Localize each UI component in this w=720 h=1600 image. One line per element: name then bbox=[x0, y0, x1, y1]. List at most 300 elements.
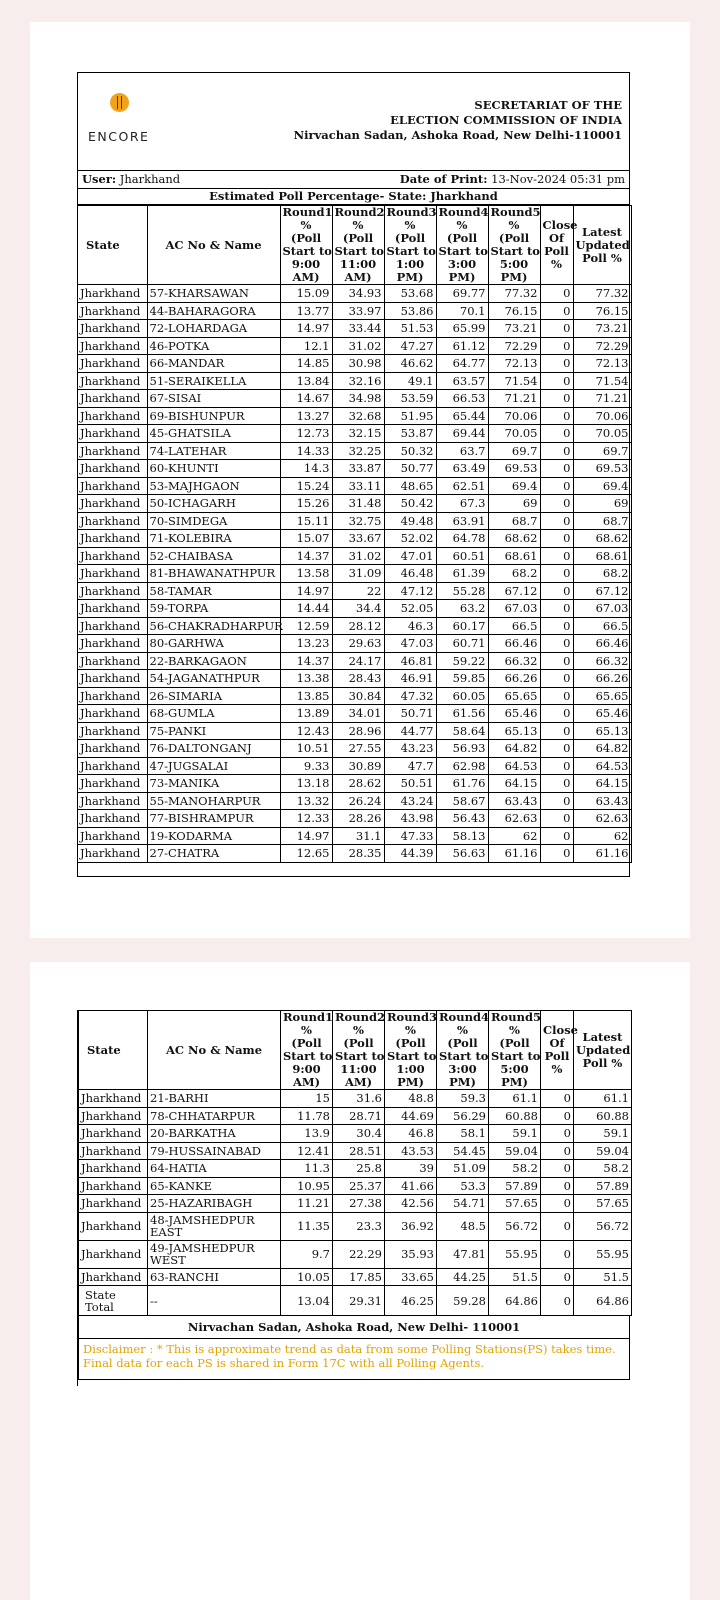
cell-value: 28.12 bbox=[332, 617, 384, 635]
table-row bbox=[79, 1090, 632, 1108]
cell-value: 33.67 bbox=[332, 530, 384, 548]
cell-value: 63.7 bbox=[436, 442, 488, 460]
cell-value: 34.4 bbox=[332, 600, 384, 618]
cell-value: 68.61 bbox=[488, 547, 540, 565]
cell-value: 59.3 bbox=[437, 1090, 489, 1108]
table-row bbox=[79, 1240, 632, 1268]
cell-value: 65.44 bbox=[436, 407, 488, 425]
cell-value: 15.24 bbox=[280, 477, 332, 495]
report-page-1 bbox=[30, 22, 690, 938]
cell-value: 12.41 bbox=[281, 1142, 333, 1160]
cell-value: 12.33 bbox=[280, 810, 332, 828]
cell-state: Jharkhand bbox=[78, 617, 147, 635]
cell-state: Jharkhand bbox=[78, 460, 147, 478]
cell-value: 13.84 bbox=[280, 372, 332, 390]
cell-ac-name: 52-CHAIBASA bbox=[147, 547, 280, 565]
cell-value: 62.98 bbox=[436, 757, 488, 775]
cell-value: 0 bbox=[540, 792, 573, 810]
cell-state: Jharkhand bbox=[79, 1090, 148, 1108]
cell-value: 53.86 bbox=[384, 302, 436, 320]
cell-value: 62.63 bbox=[573, 810, 631, 828]
cell-value: 66.53 bbox=[436, 390, 488, 408]
header-row bbox=[78, 206, 631, 285]
cell-state: Jharkhand bbox=[78, 635, 147, 653]
cell-value: 63.2 bbox=[436, 600, 488, 618]
cell-ac-name: 46-POTKA bbox=[147, 337, 280, 355]
cell-value: 51.53 bbox=[384, 320, 436, 338]
cell-value: 28.51 bbox=[333, 1142, 385, 1160]
cell-value: 14.97 bbox=[280, 320, 332, 338]
cell-value: 67.3 bbox=[436, 495, 488, 513]
cell-value: 47.81 bbox=[437, 1240, 489, 1268]
cell-value: 61.12 bbox=[436, 337, 488, 355]
cell-value: 73.21 bbox=[573, 320, 631, 338]
cell-ac-name: 75-PANKI bbox=[147, 722, 280, 740]
cell-value: 66.32 bbox=[488, 652, 540, 670]
cell-value: 34.98 bbox=[332, 390, 384, 408]
cell-value: 35.93 bbox=[385, 1240, 437, 1268]
cell-value: 46.8 bbox=[385, 1125, 437, 1143]
cell-ac-name: 55-MANOHARPUR bbox=[147, 792, 280, 810]
print-date: Date of Print: 13-Nov-2024 05:31 pm bbox=[399, 172, 625, 186]
cell-value: 70.1 bbox=[436, 302, 488, 320]
table-row bbox=[79, 1177, 632, 1195]
cell-value: 50.71 bbox=[384, 705, 436, 723]
cell-value: 70.05 bbox=[573, 425, 631, 443]
cell-value: 59.22 bbox=[436, 652, 488, 670]
cell-value: 56.72 bbox=[574, 1212, 632, 1240]
cell-state: Jharkhand bbox=[78, 512, 147, 530]
cell-value: 11.78 bbox=[281, 1107, 333, 1125]
logo-text: ENCORE bbox=[88, 129, 150, 144]
cell-state: Jharkhand bbox=[78, 652, 147, 670]
cell-value: 48.8 bbox=[385, 1090, 437, 1108]
cell-value: 11.3 bbox=[281, 1160, 333, 1178]
cell-value: 23.3 bbox=[333, 1212, 385, 1240]
cell-value: 0 bbox=[540, 757, 573, 775]
cell-state: Jharkhand bbox=[79, 1195, 148, 1213]
cell-value: 60.05 bbox=[436, 687, 488, 705]
cell-value: 25.8 bbox=[333, 1160, 385, 1178]
cell-state: Jharkhand bbox=[78, 687, 147, 705]
cell-value: 41.66 bbox=[385, 1177, 437, 1195]
cell-ac-name: 72-LOHARDAGA bbox=[147, 320, 280, 338]
cell-value: 43.53 bbox=[385, 1142, 437, 1160]
cell-total-value: 13.04 bbox=[281, 1286, 333, 1316]
cell-value: 46.62 bbox=[384, 355, 436, 373]
cell-total-value: 29.31 bbox=[333, 1286, 385, 1316]
cell-value: 59.1 bbox=[574, 1125, 632, 1143]
cell-value: 14.37 bbox=[280, 547, 332, 565]
cell-value: 12.59 bbox=[280, 617, 332, 635]
cell-value: 15.09 bbox=[280, 285, 332, 303]
poll-table-continued bbox=[78, 1010, 632, 1316]
cell-state: Jharkhand bbox=[78, 565, 147, 583]
cell-value: 59.85 bbox=[436, 670, 488, 688]
cell-ac-name: 70-SIMDEGA bbox=[147, 512, 280, 530]
table-row bbox=[78, 670, 631, 688]
cell-total-value: -- bbox=[148, 1286, 281, 1316]
cell-value: 13.38 bbox=[280, 670, 332, 688]
cell-value: 0 bbox=[540, 810, 573, 828]
cell-value: 30.89 bbox=[332, 757, 384, 775]
table-header bbox=[79, 1011, 632, 1090]
table-row bbox=[79, 1160, 632, 1178]
cell-state: Jharkhand bbox=[78, 530, 147, 548]
cell-value: 50.32 bbox=[384, 442, 436, 460]
cell-value: 64.82 bbox=[488, 740, 540, 758]
cell-value: 0 bbox=[540, 320, 573, 338]
cell-value: 0 bbox=[540, 740, 573, 758]
table-row bbox=[78, 652, 631, 670]
table-row bbox=[78, 827, 631, 845]
col-header-state: State bbox=[78, 206, 147, 285]
col-header-close: Close Of Poll % bbox=[541, 1011, 574, 1090]
cell-value: 66.26 bbox=[573, 670, 631, 688]
table-row bbox=[78, 810, 631, 828]
cell-value: 28.62 bbox=[332, 775, 384, 793]
cell-value: 61.16 bbox=[488, 845, 540, 863]
cell-value: 60.88 bbox=[489, 1107, 541, 1125]
cell-value: 22 bbox=[332, 582, 384, 600]
cell-value: 66.46 bbox=[573, 635, 631, 653]
table-row bbox=[78, 845, 631, 863]
cell-state: Jharkhand bbox=[78, 740, 147, 758]
cell-value: 68.62 bbox=[488, 530, 540, 548]
cell-value: 70.06 bbox=[488, 407, 540, 425]
cell-value: 60.88 bbox=[574, 1107, 632, 1125]
cell-value: 0 bbox=[540, 670, 573, 688]
cell-value: 51.95 bbox=[384, 407, 436, 425]
cell-ac-name: 69-BISHUNPUR bbox=[147, 407, 280, 425]
cell-value: 68.61 bbox=[573, 547, 631, 565]
cell-ac-name: 19-KODARMA bbox=[147, 827, 280, 845]
org-line-3: Nirvachan Sadan, Ashoka Road, New Delhi-110001 bbox=[293, 128, 622, 142]
cell-value: 0 bbox=[540, 372, 573, 390]
table-row bbox=[78, 600, 631, 618]
table-row bbox=[78, 355, 631, 373]
cell-value: 69.44 bbox=[436, 425, 488, 443]
cell-value: 0 bbox=[541, 1240, 574, 1268]
cell-value: 27.55 bbox=[332, 740, 384, 758]
cell-value: 24.17 bbox=[332, 652, 384, 670]
user-info: User: Jharkhand bbox=[82, 172, 181, 186]
cell-value: 57.65 bbox=[574, 1195, 632, 1213]
cell-value: 15 bbox=[281, 1090, 333, 1108]
cell-value: 43.98 bbox=[384, 810, 436, 828]
cell-value: 0 bbox=[541, 1177, 574, 1195]
report-sheet-continued bbox=[77, 1010, 630, 1386]
cell-value: 70.05 bbox=[488, 425, 540, 443]
cell-value: 0 bbox=[540, 407, 573, 425]
cell-ac-name: 63-RANCHI bbox=[148, 1268, 281, 1286]
cell-value: 33.44 bbox=[332, 320, 384, 338]
cell-value: 52.02 bbox=[384, 530, 436, 548]
cell-state: Jharkhand bbox=[78, 705, 147, 723]
cell-value: 46.81 bbox=[384, 652, 436, 670]
cell-value: 0 bbox=[540, 547, 573, 565]
cell-value: 10.05 bbox=[281, 1268, 333, 1286]
cell-state: Jharkhand bbox=[78, 670, 147, 688]
report-page-2 bbox=[30, 962, 690, 1600]
cell-value: 28.43 bbox=[332, 670, 384, 688]
cell-value: 0 bbox=[540, 705, 573, 723]
cell-ac-name: 68-GUMLA bbox=[147, 705, 280, 723]
cell-ac-name: 21-BARHI bbox=[148, 1090, 281, 1108]
cell-value: 0 bbox=[540, 302, 573, 320]
cell-state: Jharkhand bbox=[78, 425, 147, 443]
table-row bbox=[78, 512, 631, 530]
cell-value: 47.01 bbox=[384, 547, 436, 565]
cell-state: Jharkhand bbox=[78, 582, 147, 600]
cell-ac-name: 20-BARKATHA bbox=[148, 1125, 281, 1143]
cell-value: 54.45 bbox=[437, 1142, 489, 1160]
cell-ac-name: 76-DALTONGANJ bbox=[147, 740, 280, 758]
cell-total-value: 0 bbox=[541, 1286, 574, 1316]
table-row bbox=[79, 1268, 632, 1286]
cell-value: 51.5 bbox=[489, 1268, 541, 1286]
cell-value: 32.75 bbox=[332, 512, 384, 530]
cell-ac-name: 60-KHUNTI bbox=[147, 460, 280, 478]
cell-value: 55.95 bbox=[489, 1240, 541, 1268]
cell-state: Jharkhand bbox=[78, 845, 147, 863]
cell-value: 51.5 bbox=[574, 1268, 632, 1286]
cell-value: 13.85 bbox=[280, 687, 332, 705]
cell-value: 57.89 bbox=[574, 1177, 632, 1195]
cell-value: 59.1 bbox=[489, 1125, 541, 1143]
cell-ac-name: 44-BAHARAGORA bbox=[147, 302, 280, 320]
cell-value: 69.77 bbox=[436, 285, 488, 303]
cell-value: 69 bbox=[488, 495, 540, 513]
col-header-round5: Round5 % (Poll Start to 5:00 PM) bbox=[488, 206, 540, 285]
cell-state: Jharkhand bbox=[79, 1125, 148, 1143]
cell-state: Jharkhand bbox=[78, 320, 147, 338]
cell-value: 61.56 bbox=[436, 705, 488, 723]
cell-value: 0 bbox=[540, 600, 573, 618]
col-header-round3: Round3 % (Poll Start to 1:00 PM) bbox=[384, 206, 436, 285]
table-row bbox=[78, 687, 631, 705]
cell-value: 64.53 bbox=[573, 757, 631, 775]
cell-value: 63.43 bbox=[488, 792, 540, 810]
cell-ac-name: 78-CHHATARPUR bbox=[148, 1107, 281, 1125]
cell-value: 12.73 bbox=[280, 425, 332, 443]
cell-value: 36.92 bbox=[385, 1212, 437, 1240]
col-header-ac: AC No & Name bbox=[148, 1011, 281, 1090]
cell-value: 13.9 bbox=[281, 1125, 333, 1143]
table-body bbox=[79, 1090, 632, 1316]
cell-value: 0 bbox=[541, 1212, 574, 1240]
cell-value: 55.95 bbox=[574, 1240, 632, 1268]
cell-state: Jharkhand bbox=[78, 792, 147, 810]
cell-value: 0 bbox=[541, 1125, 574, 1143]
poll-table bbox=[78, 205, 632, 863]
cell-state: Jharkhand bbox=[78, 442, 147, 460]
cell-state: Jharkhand bbox=[78, 372, 147, 390]
cell-value: 49.1 bbox=[384, 372, 436, 390]
table-row bbox=[78, 775, 631, 793]
cell-value: 31.02 bbox=[332, 547, 384, 565]
cell-value: 0 bbox=[540, 582, 573, 600]
cell-value: 50.77 bbox=[384, 460, 436, 478]
cell-state: Jharkhand bbox=[79, 1212, 148, 1240]
table-row bbox=[78, 460, 631, 478]
cell-value: 28.71 bbox=[333, 1107, 385, 1125]
cell-total-value: 46.25 bbox=[385, 1286, 437, 1316]
cell-value: 43.23 bbox=[384, 740, 436, 758]
table-row bbox=[79, 1195, 632, 1213]
cell-value: 65.46 bbox=[488, 705, 540, 723]
cell-value: 72.13 bbox=[573, 355, 631, 373]
table-row bbox=[78, 495, 631, 513]
cell-value: 0 bbox=[541, 1107, 574, 1125]
cell-value: 66.26 bbox=[488, 670, 540, 688]
cell-value: 13.27 bbox=[280, 407, 332, 425]
table-row bbox=[78, 390, 631, 408]
cell-state: Jharkhand bbox=[78, 302, 147, 320]
cell-value: 14.97 bbox=[280, 582, 332, 600]
cell-ac-name: 65-KANKE bbox=[148, 1177, 281, 1195]
cell-value: 42.56 bbox=[385, 1195, 437, 1213]
cell-value: 44.39 bbox=[384, 845, 436, 863]
cell-ac-name: 51-SERAIKELLA bbox=[147, 372, 280, 390]
org-line-1: SECRETARIAT OF THE bbox=[474, 98, 622, 112]
cell-value: 33.87 bbox=[332, 460, 384, 478]
col-header-round2: Round2 % (Poll Start to 11:00 AM) bbox=[333, 1011, 385, 1090]
table-row bbox=[78, 302, 631, 320]
cell-state: Jharkhand bbox=[78, 827, 147, 845]
col-header-round4: Round4 % (Poll Start to 3:00 PM) bbox=[436, 206, 488, 285]
cell-state: Jharkhand bbox=[78, 810, 147, 828]
cell-value: 58.2 bbox=[574, 1160, 632, 1178]
cell-value: 13.89 bbox=[280, 705, 332, 723]
cell-value: 65.65 bbox=[488, 687, 540, 705]
cell-value: 77.32 bbox=[573, 285, 631, 303]
cell-state: Jharkhand bbox=[78, 547, 147, 565]
cell-ac-name: 45-GHATSILA bbox=[147, 425, 280, 443]
table-row bbox=[78, 477, 631, 495]
cell-value: 44.25 bbox=[437, 1268, 489, 1286]
cell-ac-name: 48-JAMSHEDPUR EAST bbox=[148, 1212, 281, 1240]
cell-value: 13.32 bbox=[280, 792, 332, 810]
cell-value: 0 bbox=[540, 477, 573, 495]
cell-state: Jharkhand bbox=[78, 775, 147, 793]
cell-ac-name: 81-BHAWANATHPUR bbox=[147, 565, 280, 583]
cell-value: 64.53 bbox=[488, 757, 540, 775]
cell-ac-name: 50-ICHAGARH bbox=[147, 495, 280, 513]
cell-value: 76.15 bbox=[488, 302, 540, 320]
cell-ac-name: 49-JAMSHEDPUR WEST bbox=[148, 1240, 281, 1268]
cell-value: 50.51 bbox=[384, 775, 436, 793]
cell-value: 34.93 bbox=[332, 285, 384, 303]
cell-value: 58.67 bbox=[436, 792, 488, 810]
cell-value: 67.03 bbox=[488, 600, 540, 618]
cell-value: 10.51 bbox=[280, 740, 332, 758]
cell-value: 52.05 bbox=[384, 600, 436, 618]
cell-value: 51.09 bbox=[437, 1160, 489, 1178]
cell-value: 0 bbox=[540, 687, 573, 705]
cell-value: 47.32 bbox=[384, 687, 436, 705]
table-row bbox=[78, 372, 631, 390]
cell-value: 32.16 bbox=[332, 372, 384, 390]
cell-value: 0 bbox=[540, 775, 573, 793]
col-header-latest: Latest Updated Poll % bbox=[574, 1011, 632, 1090]
cell-value: 56.72 bbox=[489, 1212, 541, 1240]
cell-value: 0 bbox=[541, 1160, 574, 1178]
cell-value: 0 bbox=[540, 617, 573, 635]
cell-value: 47.33 bbox=[384, 827, 436, 845]
table-row bbox=[79, 1142, 632, 1160]
table-row bbox=[78, 547, 631, 565]
cell-value: 29.63 bbox=[332, 635, 384, 653]
cell-value: 15.07 bbox=[280, 530, 332, 548]
table-row bbox=[78, 337, 631, 355]
cell-total-value: 59.28 bbox=[437, 1286, 489, 1316]
cell-value: 70.06 bbox=[573, 407, 631, 425]
cell-value: 77.32 bbox=[488, 285, 540, 303]
cell-total-value: 64.86 bbox=[489, 1286, 541, 1316]
cell-value: 72.29 bbox=[573, 337, 631, 355]
cell-value: 61.1 bbox=[489, 1090, 541, 1108]
cell-value: 58.2 bbox=[489, 1160, 541, 1178]
cell-value: 57.89 bbox=[489, 1177, 541, 1195]
user-line bbox=[78, 171, 629, 189]
cell-ac-name: 57-KHARSAWAN bbox=[147, 285, 280, 303]
cell-value: 64.77 bbox=[436, 355, 488, 373]
report-footer bbox=[78, 1316, 630, 1380]
cell-value: 73.21 bbox=[488, 320, 540, 338]
cell-value: 0 bbox=[540, 390, 573, 408]
header-row bbox=[79, 1011, 632, 1090]
cell-value: 46.48 bbox=[384, 565, 436, 583]
cell-value: 9.7 bbox=[281, 1240, 333, 1268]
cell-value: 0 bbox=[540, 337, 573, 355]
cell-value: 13.77 bbox=[280, 302, 332, 320]
cell-state: Jharkhand bbox=[78, 355, 147, 373]
cell-state: Jharkhand bbox=[78, 477, 147, 495]
cell-ac-name: 74-LATEHAR bbox=[147, 442, 280, 460]
cell-value: 63.43 bbox=[573, 792, 631, 810]
cell-value: 57.65 bbox=[489, 1195, 541, 1213]
cell-value: 68.7 bbox=[573, 512, 631, 530]
cell-value: 43.24 bbox=[384, 792, 436, 810]
cell-value: 61.1 bbox=[574, 1090, 632, 1108]
cell-ac-name: 56-CHAKRADHARPUR bbox=[147, 617, 280, 635]
cell-value: 58.64 bbox=[436, 722, 488, 740]
cell-value: 64.82 bbox=[573, 740, 631, 758]
table-row bbox=[78, 320, 631, 338]
cell-value: 66.46 bbox=[488, 635, 540, 653]
cell-value: 0 bbox=[540, 827, 573, 845]
table-row bbox=[78, 705, 631, 723]
cell-value: 69.7 bbox=[573, 442, 631, 460]
cell-state: Jharkhand bbox=[78, 495, 147, 513]
cell-value: 0 bbox=[540, 495, 573, 513]
cell-value: 47.03 bbox=[384, 635, 436, 653]
cell-value: 31.09 bbox=[332, 565, 384, 583]
cell-state: Jharkhand bbox=[79, 1177, 148, 1195]
cell-value: 47.12 bbox=[384, 582, 436, 600]
organization-block bbox=[294, 98, 622, 143]
cell-value: 0 bbox=[540, 460, 573, 478]
table-row bbox=[78, 740, 631, 758]
cell-value: 65.65 bbox=[573, 687, 631, 705]
cell-value: 33.97 bbox=[332, 302, 384, 320]
cell-ac-name: 27-CHATRA bbox=[147, 845, 280, 863]
cell-value: 0 bbox=[540, 652, 573, 670]
cell-value: 62 bbox=[488, 827, 540, 845]
table-row bbox=[78, 757, 631, 775]
table-row bbox=[79, 1107, 632, 1125]
